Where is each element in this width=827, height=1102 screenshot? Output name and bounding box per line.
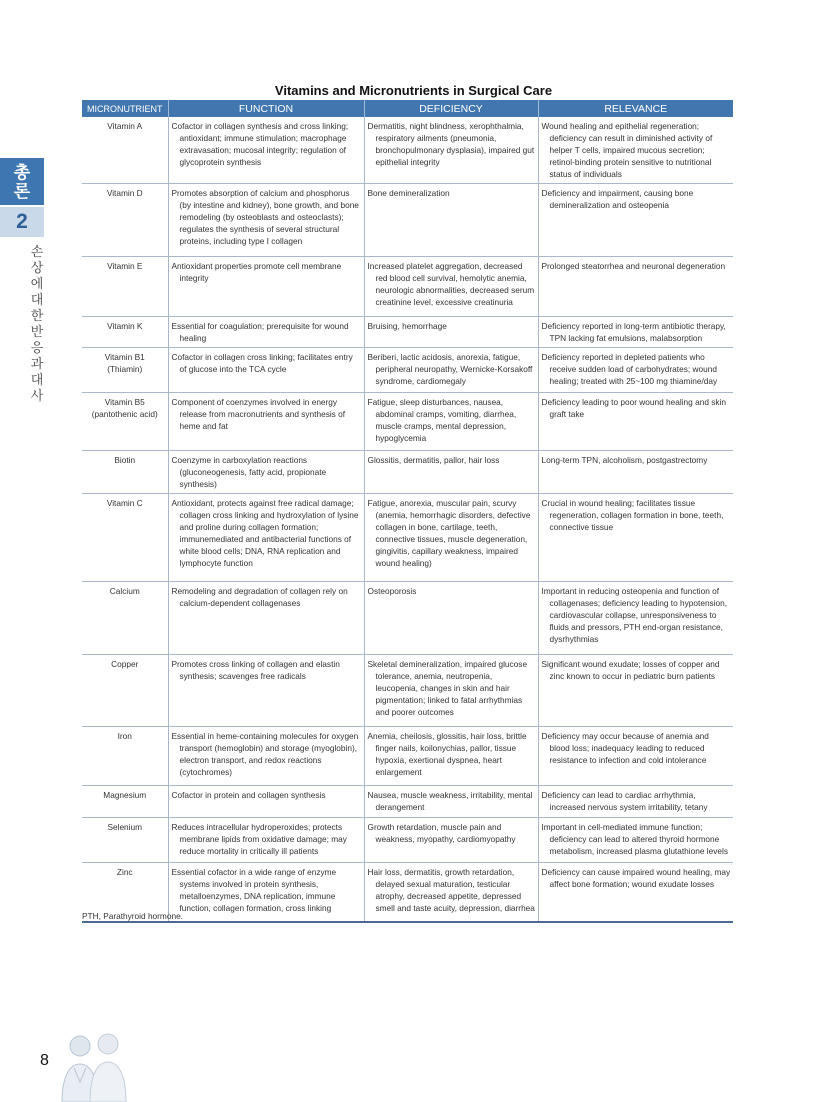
function-cell <box>168 786 364 818</box>
deficiency-cell <box>364 786 538 818</box>
deficiency-text: Increased platelet aggregation, decreased red blood cell survival, hemolytic anemia, neurologic abnormalities, decreased serum creatinine level, excessive creatinuria <box>367 261 535 307</box>
deficiency-text: Bone demineralization <box>367 188 450 198</box>
function-text: Antioxidant properties promote cell membrane integrity <box>171 261 342 283</box>
micronutrient-subname: (Thiamin) <box>107 364 143 374</box>
header-deficiency: DEFICIENCY <box>364 100 538 117</box>
function-text: Reduces intracellular hydroperoxides; protects membrane lipids from oxidative damage; may reduce mortality in critically ill patients <box>171 822 347 856</box>
table-row <box>82 184 733 257</box>
function-cell <box>168 393 364 451</box>
deficiency-text: Glossitis, dermatitis, pallor, hair loss <box>367 455 500 465</box>
function-cell <box>168 863 364 922</box>
relevance-text: Deficiency can lead to cardiac arrhythmia, increased nervous system irritability, tetany <box>541 790 708 812</box>
deficiency-text: Fatigue, anorexia, muscular pain, scurvy (anemia, hemorrhagic disorders, defective collagen in bone, cartilage, teeth, connective tissues, muscle degeneration, gingivitis, capillary weakness, impaired wound healing) <box>367 498 531 568</box>
header-function: FUNCTION <box>168 100 364 117</box>
chapter-title-char: 한 <box>30 308 44 323</box>
deficiency-text: Growth retardation, muscle pain and weakness, myopathy, cardiomyopathy <box>367 822 516 844</box>
micronutrient-cell <box>82 317 168 348</box>
relevance-text: Deficiency reported in depleted patients who receive sudden load of carbohydrates; wound healing; treated with 25~100 mg thiamine/day <box>541 352 718 386</box>
table-footnote: PTH, Parathyroid hormone. <box>82 911 183 921</box>
relevance-cell <box>538 494 733 582</box>
relevance-text: Important in cell-mediated immune function; deficiency can lead to altered thyroid hormone metabolism, increased plasma glutathione levels <box>541 822 728 856</box>
relevance-text: Important in reducing osteopenia and function of collagenases; deficiency leading to hypotension, cardiovascular collapse, unresponsiveness to fluids and pressors, PTH end-organ resistance, dysrhythmias <box>541 586 728 644</box>
deficiency-text: Beriberi, lactic acidosis, anorexia, fatigue, peripheral neuropathy, Wernicke-Korsakoff syndrome, cardiomegaly <box>367 352 533 386</box>
deficiency-cell <box>364 117 538 184</box>
relevance-text: Deficiency and impairment, causing bone demineralization and osteopenia <box>541 188 694 210</box>
chapter-label-bottom: 론 <box>13 181 31 201</box>
micronutrient-cell <box>82 494 168 582</box>
table-row <box>82 494 733 582</box>
relevance-text: Deficiency can cause impaired wound healing, may affect bone formation; wound exudate losses <box>541 867 731 889</box>
relevance-text: Deficiency leading to poor wound healing and skin graft take <box>541 397 726 419</box>
chapter-title-char: 사 <box>30 388 44 403</box>
relevance-cell <box>538 786 733 818</box>
micronutrient-cell <box>82 451 168 494</box>
chapter-title-char: 대 <box>30 372 44 387</box>
table-row <box>82 451 733 494</box>
micronutrient-name: Vitamin D <box>106 188 143 198</box>
deficiency-text: Osteoporosis <box>367 586 417 596</box>
table-row <box>82 786 733 818</box>
chapter-title-char: 과 <box>30 356 44 371</box>
deficiency-text: Dermatitis, night blindness, xerophthalmia, respiratory ailments (pneumonia, bronchopulmonary dysplasia), impaired gut epithelial integrity <box>367 121 535 167</box>
micronutrient-cell <box>82 727 168 786</box>
deficiency-cell <box>364 727 538 786</box>
micronutrient-name: Vitamin E <box>107 261 143 271</box>
micronutrient-name: Biotin <box>114 455 136 465</box>
deficiency-cell <box>364 184 538 257</box>
table-header-row <box>82 100 733 117</box>
micronutrient-name: Magnesium <box>103 790 147 800</box>
relevance-cell <box>538 184 733 257</box>
function-text: Essential for coagulation; prerequisite for wound healing <box>171 321 349 343</box>
function-cell <box>168 582 364 655</box>
micronutrient-cell <box>82 393 168 451</box>
relevance-text: Deficiency reported in long-term antibiotic therapy, TPN lacking fat emulsions, malabsorption <box>541 321 726 343</box>
micronutrient-cell <box>82 582 168 655</box>
deficiency-cell <box>364 257 538 317</box>
chapter-title-vertical <box>29 245 45 405</box>
relevance-cell <box>538 117 733 184</box>
table-row <box>82 117 733 184</box>
deficiency-cell <box>364 317 538 348</box>
function-cell <box>168 451 364 494</box>
deficiency-text: Anemia, cheilosis, glossitis, hair loss, brittle finger nails, koilonychias, pallor, tissue hypoxia, exertional dyspnea, heart enlargement <box>367 731 527 777</box>
micronutrient-cell <box>82 655 168 727</box>
deficiency-cell <box>364 494 538 582</box>
doctors-illustration-icon <box>56 1030 136 1102</box>
chapter-title-char: 대 <box>30 292 44 307</box>
table-row <box>82 655 733 727</box>
relevance-cell <box>538 317 733 348</box>
micronutrient-name: Calcium <box>109 586 140 596</box>
function-cell <box>168 117 364 184</box>
function-cell <box>168 348 364 393</box>
function-text: Antioxidant, protects against free radical damage; collagen cross linking and hydroxylation of lysine and proline during collagen formation; immunemediated and antibacterial functions of white blood cells; DNA, RNA replication and lymphocyte function <box>171 498 359 568</box>
relevance-text: Significant wound exudate; losses of copper and zinc known to occur in pediatric burn patients <box>541 659 720 681</box>
function-cell <box>168 317 364 348</box>
function-cell <box>168 655 364 727</box>
table-row <box>82 257 733 317</box>
header-relevance: RELEVANCE <box>538 100 733 117</box>
deficiency-text: Nausea, muscle weakness, irritability, mental derangement <box>367 790 533 812</box>
deficiency-text: Bruising, hemorrhage <box>367 321 447 331</box>
table-row <box>82 818 733 863</box>
deficiency-cell <box>364 348 538 393</box>
page-number: 8 <box>40 1052 49 1069</box>
relevance-text: Long-term TPN, alcoholism, postgastrectomy <box>541 455 708 465</box>
micronutrient-cell <box>82 257 168 317</box>
deficiency-cell <box>364 863 538 922</box>
table-row <box>82 727 733 786</box>
table-title: Vitamins and Micronutrients in Surgical Care <box>274 83 553 98</box>
deficiency-cell <box>364 655 538 727</box>
chapter-label-top: 총 <box>13 162 31 182</box>
micronutrient-name: Iron <box>117 731 132 741</box>
relevance-text: Prolonged steatorrhea and neuronal degeneration <box>541 261 726 271</box>
function-text: Component of coenzymes involved in energy release from macronutrients and synthesis of heme and fat <box>171 397 346 431</box>
relevance-cell <box>538 348 733 393</box>
relevance-cell <box>538 655 733 727</box>
function-cell <box>168 494 364 582</box>
micronutrient-name: Copper <box>111 659 139 669</box>
micronutrient-name: Vitamin B5 <box>104 397 145 407</box>
chapter-tab <box>0 158 44 205</box>
micronutrient-subname: (pantothenic acid) <box>91 409 158 419</box>
function-text: Essential in heme-containing molecules for oxygen transport (hemoglobin) and storage (myoglobin), electron transport, and redox reactions (cytochromes) <box>171 731 359 777</box>
relevance-text: Deficiency may occur because of anemia and blood loss; inadequacy leading to reduced resistance to infection and cold intolerance <box>541 731 709 765</box>
relevance-cell <box>538 393 733 451</box>
function-text: Cofactor in collagen cross linking; facilitates entry of glucose into the TCA cycle <box>171 352 353 374</box>
relevance-cell <box>538 727 733 786</box>
table-row <box>82 348 733 393</box>
deficiency-text: Skeletal demineralization, impaired glucose tolerance, anemia, neutropenia, leucopenia, changes in skin and hair pigmentation; linked to fatal arrhythmias and poorer outcomes <box>367 659 528 717</box>
function-cell <box>168 257 364 317</box>
function-text: Remodeling and degradation of collagen rely on calcium-dependent collagenases <box>171 586 348 608</box>
deficiency-text: Hair loss, dermatitis, growth retardation, delayed sexual maturation, testicular atrophy, decreased appetite, depressed smell and taste acuity, depression, diarrhea <box>367 867 535 913</box>
micronutrient-name: Vitamin K <box>107 321 143 331</box>
micronutrient-cell <box>82 818 168 863</box>
function-text: Promotes cross linking of collagen and elastin synthesis; scavenges free radicals <box>171 659 340 681</box>
deficiency-cell <box>364 451 538 494</box>
chapter-title-char: 에 <box>30 276 44 291</box>
deficiency-text: Fatigue, sleep disturbances, nausea, abdominal cramps, vomiting, diarrhea, muscle cramps, mental depression, hypoglycemia <box>367 397 517 443</box>
micronutrient-table <box>82 100 733 923</box>
table-row <box>82 317 733 348</box>
chapter-number: 2 <box>0 207 44 237</box>
function-cell <box>168 184 364 257</box>
function-text: Cofactor in collagen synthesis and cross linking; antioxidant; immune stimulation; macrophage extravasation; mucosal integrity; regulation of glycoprotein synthesis <box>171 121 349 167</box>
function-cell <box>168 818 364 863</box>
deficiency-cell <box>364 393 538 451</box>
micronutrient-cell <box>82 786 168 818</box>
header-micronutrient: MICRONUTRIENT <box>82 100 168 117</box>
relevance-cell <box>538 451 733 494</box>
micronutrient-cell <box>82 348 168 393</box>
micronutrient-name: Vitamin B1 <box>104 352 145 362</box>
relevance-text: Wound healing and epithelial regeneration; deficiency can result in diminished activity of helper T cells, impaired mucous secretion; retinol-binding protein sensitive to nutritional status of individuals <box>541 121 713 179</box>
deficiency-cell <box>364 818 538 863</box>
table-row <box>82 393 733 451</box>
relevance-cell <box>538 863 733 922</box>
function-cell <box>168 727 364 786</box>
chapter-title-char: 반 <box>30 324 44 339</box>
micronutrient-cell <box>82 184 168 257</box>
function-text: Essential cofactor in a wide range of enzyme systems involved in protein synthesis, metalloenzymes, DNA replication, immune function, collagen formation, cross linking <box>171 867 337 913</box>
table-row <box>82 582 733 655</box>
function-text: Coenzyme in carboxylation reactions (gluconeogenesis, fatty acid, propionate synthesis) <box>171 455 327 489</box>
relevance-cell <box>538 257 733 317</box>
chapter-title-char: 상 <box>30 260 44 275</box>
micronutrient-name: Zinc <box>116 867 133 877</box>
micronutrient-name: Vitamin A <box>107 121 143 131</box>
function-text: Cofactor in protein and collagen synthesis <box>171 790 326 800</box>
relevance-cell <box>538 818 733 863</box>
relevance-cell <box>538 582 733 655</box>
micronutrient-cell <box>82 117 168 184</box>
function-text: Promotes absorption of calcium and phosphorus (by intestine and kidney), bone growth, and bone remodeling (by osteoblasts and osteoclasts); regulates the synthesis of several structural proteins, including type I collagen <box>171 188 359 246</box>
relevance-text: Crucial in wound healing; facilitates tissue regeneration, collagen formation in bone, teeth, connective tissue <box>541 498 724 532</box>
micronutrient-name: Vitamin C <box>106 498 143 508</box>
micronutrient-name: Selenium <box>107 822 143 832</box>
deficiency-cell <box>364 582 538 655</box>
chapter-title-char: 응 <box>30 340 44 355</box>
chapter-title-char: 손 <box>30 244 44 259</box>
